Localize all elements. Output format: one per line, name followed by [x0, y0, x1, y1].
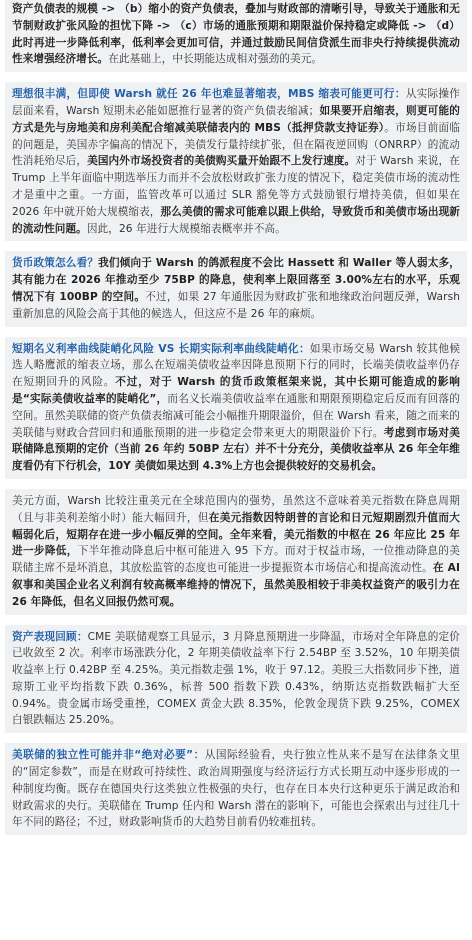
paragraph-qt-mbs [5, 82, 467, 241]
text-segment: 从国际经验看，央行独立性从来不是写在法律条文里的“固定参数”，而是在财政可持续性、政治周期强度与经济运行方式长期互动中逐步形成的一种制度均衡。既存在德国央行这类独立性极强的央行，也存在日本央行这种更乐于满足政治和财政需求的央行。美联储在 Trump 任内和 Warsh 潜在的影响下，可能也会探索出与过往几十年不同的路径；不过，财政影响货币的大趋势目前看仍较难扭转。 [12, 749, 460, 829]
text-segment-bold: 那么美债的需求可能难以跟上供给，导致货币和美债市场出现新的流动性问题。 [12, 205, 460, 235]
text-segment: 下半年推动降息后中枢可能进入 95 下方。而对于权益市场，一位推动降息的美联储主席不是坏消息，其放松监管的态度也可能进一步提振资本市场信心和提高流动性。 [12, 545, 460, 575]
text-segment: 从实际操作层面来看，Warsh 短期未必能如愿推行显著的资产负债表缩减； [12, 88, 461, 117]
chain-text-conclusion: 在此基础上，中长期能达成相对强劲的美元。 [108, 53, 323, 66]
paragraph-yield-curve [5, 337, 467, 479]
text-segment-bold: 美国内外市场投资者的美债购买量开始跟不上发行速度。 [87, 155, 356, 168]
text-segment-bold: 不过，对于 Warsh 的货币政策框架来说，其中长期可能造成的影响是“实际美债收益率的陡峭化”， [12, 376, 461, 405]
paragraph-dollar-equities [5, 489, 467, 615]
paragraph-asset-review [5, 625, 467, 734]
paragraph-balance-sheet-chain [5, 0, 467, 72]
text-segment: 对于 Warsh 来说，在 Trump 上半年面临中期选举压力而并不会放松财政扩张力度的情况下，稳定美债市场的流动性才是重中之重。一方面，监管改革可以通过 SLR 豁免等方式鼓励银行增持美债，但如果在 2026 年中就开始大规模缩表， [12, 155, 460, 218]
heading-monetary-policy: 货币政策怎么看？ [12, 257, 99, 270]
heading-yield-curve: 短期名义利率曲线陡峭化风险 VS 长期实际利率曲线陡峭化： [12, 342, 310, 355]
chain-text-bold: 资产负债表的规模 -> （b）缩小的资产负债表，叠加与财政部的清晰引导，导致关于通胀和无节制财政扩张风险的担忧下降 -> （c）市场的通胀预期和期限溢价保持稳定或降低 -> （d）此时再进一步降低利率，低利率会更加可信，并通过鼓励民间信贷派生而非央行持续提供流动性来增强经济增长。 [12, 3, 460, 66]
text-segment-bold: 如果要开启缩表，则更可能的方式是先与房地美和房利美配合缩减美联储表内的 MBS（抵押贷款支持证券） [12, 104, 460, 134]
text-segment: 不过，如果 27 年通胀因为财政扩张和地缘政治问题反弹，Warsh 重新加息的风险会高于其他的候选人，但这应不是 26 年的麻烦。 [12, 290, 461, 320]
text-segment-bold: 我们倾向于 Warsh 的鸽派程度不会比 Hassett 和 Waller 等人弱太多，其有能力在 2026 年推动至少 75BP 的降息，使利率上限回落至 3.00%左右的水平，乐观情况下有 100BP 的空间。 [12, 257, 460, 303]
text-segment-bold: 在美元指数因特朗普的言论和日元短期剧烈升值而大幅弱化后，短期存在进一步小幅反弹的空间。全年来看，美元指数的中枢在 26 年应比 25 年进一步降低， [12, 511, 460, 558]
text-segment: 因此，26 年进行大规模缩表概率并不高。 [86, 222, 286, 235]
heading-qt-mbs: 理想很丰满，但即使 Warsh 就任 26 年也难显著缩表，MBS 缩表可能更可行： [12, 88, 406, 101]
text-segment: CME 美联储观察工具显示，3 月降息预期进一步降温，市场对全年降息的定价已收敛至 2 次。利率市场涨跌分化，2 年期美债收益率下行 2.54BP 至 3.52%，10 年期美债收益率上行 0.42BP 至 4.25%。美元指数走强 1%，收于 97.12。美股三大指数同步下挫，道琼斯工业平均指数下跌 0.36%，标普 500 指数下跌 0.43%，纳斯达克指数跌幅扩大至 0.94%。贵金属市场受重挫，COMEX 黄金大跌 8.35%，伦敦金现货下跌 9.25%，COMEX 白银跌幅达 25.20%。 [12, 630, 461, 727]
text-segment: 。市场目前面临的问题是，美国赤字偏高的情况下，美债发行量持续扩张，但在隔夜逆回购（ONRRP）的流动性消耗殆尽后， [12, 121, 461, 168]
paragraph-fed-independence [5, 743, 467, 835]
text-segment-bold: 在 AI 叙事和美国企业名义利润有较高概率维持的情况下，虽然美股相较于非美权益资产的吸引力在 26 年降低，但名义回报仍然可观。 [12, 562, 460, 608]
text-segment: 如果市场交易 Warsh 较其他候选人略鹰派的缩表立场，那么在短端美债收益率因降息预期下行的同时，长端美债收益率仍存在短期回升的风险。 [12, 342, 461, 389]
heading-fed-independence: 美联储的独立性可能并非“绝对必要”： [12, 749, 205, 762]
heading-asset-review: 资产表现回顾： [12, 630, 88, 643]
text-segment-bold: 考虑到市场对美联储降息预期的定价（当前 26 年约 50BP 左右）并不十分充分，美债收益率从 26 年全年维度看仍有下行机会，10Y 美债如果达到 4.3%上方也会提供较好的交易机会。 [12, 426, 460, 473]
paragraph-monetary-policy [5, 251, 467, 326]
text-segment: 美元方面，Warsh 比较注重美元在全球范围内的强势，虽然这不意味着美元指数在降息周期（且与非美利差缩小时）能大幅回升，但 [12, 494, 460, 524]
text-segment: 而名义长端美债收益率在通胀和期限预期稳定后反而有回落的空间。虽然美联储的资产负债表缩减可能会小幅推升期限溢价，但在 Warsh 看来，随之而来的美联储与财政合营回归和通胀预期的进一步稳定会带来更大的期限溢价下行。 [12, 392, 460, 439]
